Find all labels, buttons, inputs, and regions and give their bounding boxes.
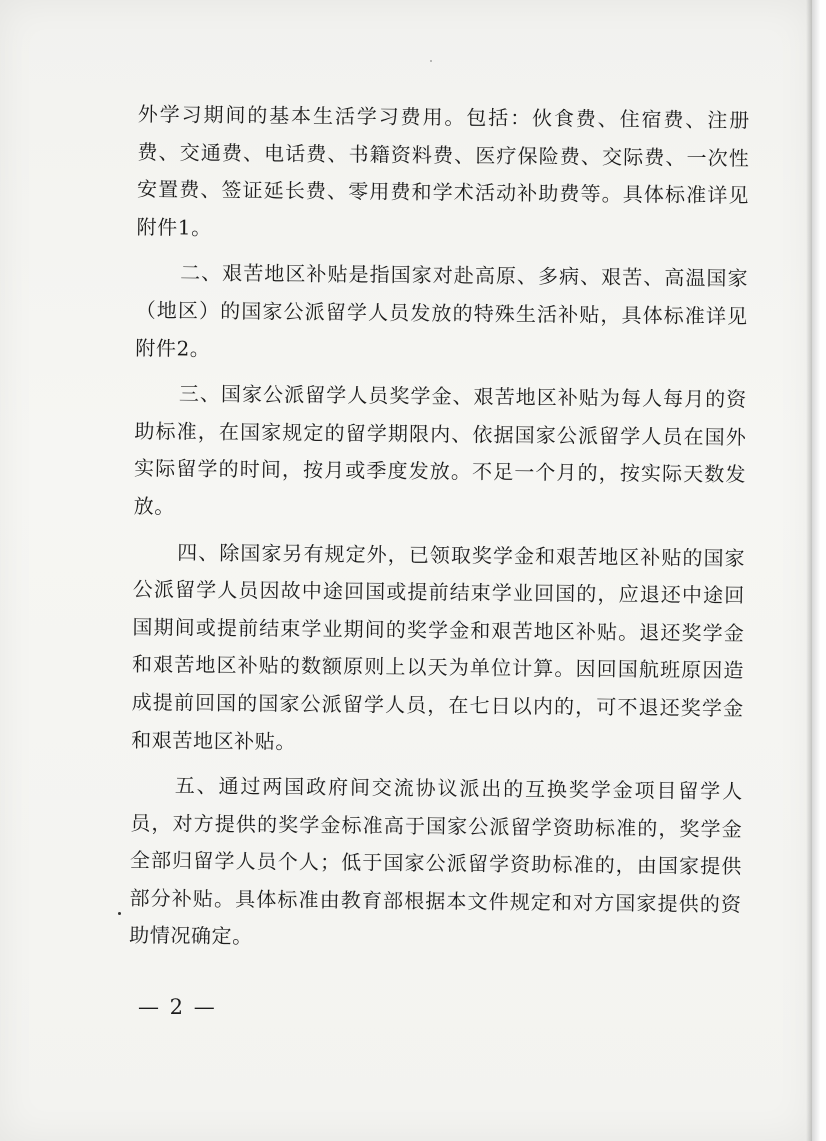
scan-speck bbox=[118, 912, 121, 915]
page-number: — 2 — bbox=[138, 995, 217, 1019]
paragraph-continued: 外学习期间的基本生活学习费用。包括：伙食费、住宿费、注册费、交通费、电话费、书籍资料费、医疗保险费、交际费、一次性安置费、签证延长费、零用费和学术活动补助费等。具体标准详见附件1。 bbox=[136, 101, 750, 240]
document-body bbox=[129, 96, 750, 961]
paragraph-scholarship-standard: 三、国家公派留学人员奖学金、艰苦地区补贴为每人每月的资助标准，在国家规定的留学期限内、依据国家公派留学人员在国外实际留学的时间，按月或季度发放。不足一个月的，按实际天数发放。 bbox=[133, 381, 747, 519]
paragraph-hardship-subsidy: 二、艰苦地区补贴是指国家对赴高原、多病、艰苦、高温国家（地区）的国家公派留学人员发放的特殊生活补贴，具体标准详见附件2。 bbox=[135, 260, 749, 361]
scan-speck bbox=[430, 60, 432, 62]
paragraph-exchange-scholarship: 五、通过两国政府间交流协议派出的互换奖学金项目留学人员，对方提供的奖学金标准高于国家公派留学资助标准的，奖学金全部归留学人员个人；低于国家公派留学资助标准的，由国家提供部分补贴。具体标准由教育部根据本文件规定和对方国家提供的资助情况确定。 bbox=[129, 773, 743, 949]
page-edge bbox=[812, 0, 826, 1141]
paragraph-refund-rule: 四、除国家另有规定外，已领取奖学金和艰苦地区补贴的国家公派留学人员因故中途回国或提前结束学业回国的，应退还中途回国期间或提前结束学业期间的奖学金和艰苦地区补贴。退还奖学金和艰苦地区补贴的数额原则上以天为单位计算。因回国航班原因造成提前回国的国家公派留学人员，在七日以内的，可不退还奖学金和艰苦地区补贴。 bbox=[131, 539, 746, 754]
